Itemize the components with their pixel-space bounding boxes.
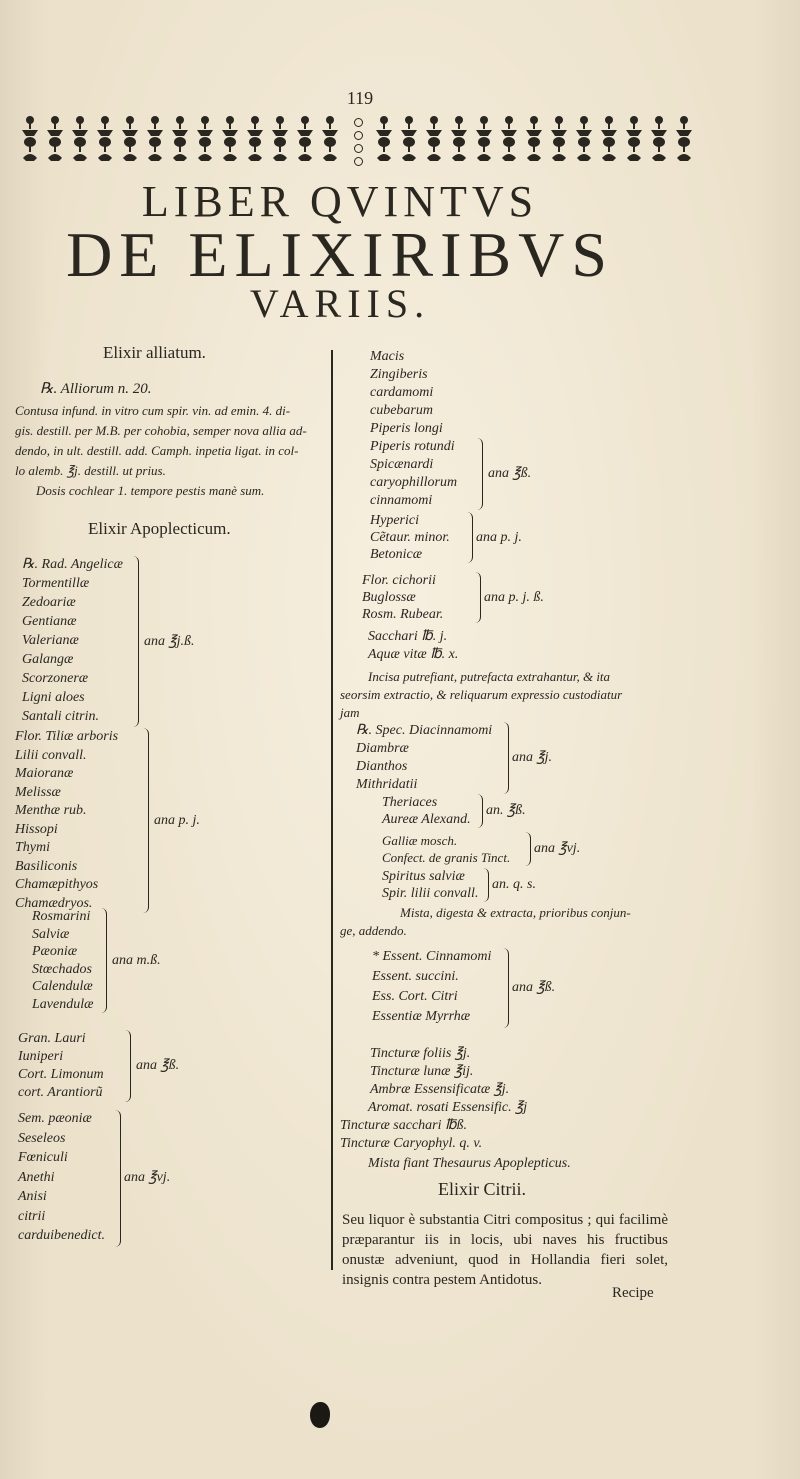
ingredient-line: Salviæ — [32, 926, 70, 942]
ingredient-line: Macis — [370, 349, 405, 364]
fleuron-ornament — [268, 114, 292, 162]
ana-quantity: ana ℥vj. — [534, 841, 581, 856]
ana-quantity: an. ℥ß. — [486, 803, 526, 818]
recipe-line: lo alemb. ℥j. destill. ut prius. — [15, 463, 166, 478]
ingredient-line: cinnamomi — [370, 493, 433, 508]
ingredient-line: Tincturæ foliis ℥j. — [370, 1046, 471, 1061]
ingredient-line: Calendulæ — [32, 979, 93, 994]
fleuron-ornament — [547, 114, 571, 162]
ingredient-line: Tincturæ lunæ ℥ij. — [370, 1064, 474, 1079]
ingredient-line: Gentianæ — [22, 614, 77, 629]
fleuron-ornament — [318, 114, 342, 162]
fleuron-ornament — [243, 114, 267, 162]
ingredient-line: Flor. Tiliæ arboris — [15, 729, 119, 744]
fleuron-ornament — [43, 114, 67, 162]
ingredient-line: Spiritus salviæ — [382, 869, 465, 884]
ingredient-line: cardamomi — [370, 385, 434, 400]
ingredient-line: caryophillorum — [370, 475, 458, 490]
ana-quantity: ana ℥vj. — [124, 1170, 171, 1186]
ana-quantity: ana ℥ß. — [488, 466, 532, 481]
instruction-line: Mista fiant Thesaurus Apoplepticus. — [368, 1156, 571, 1171]
ingredient-line: Essent. succini. — [372, 969, 459, 984]
ingredient-line: Rosmarini — [32, 909, 91, 924]
title-line-2: DE ELIXIRIBVS — [66, 219, 614, 290]
ingredient-line: Rosm. Rubear. — [362, 607, 444, 622]
ingredient-line: Basiliconis — [15, 858, 78, 874]
ingredient-line: Thymi — [15, 840, 50, 855]
ana-quantity: ana ℥j. — [512, 750, 552, 765]
ingredient-line: Spicænardi — [370, 457, 434, 472]
instruction-line: Incisa putrefiant, putrefacta extrahantur, & ita — [368, 669, 611, 684]
ingredient-line: Anethi — [18, 1169, 55, 1185]
ingredient-line: Aureæ Alexand. — [382, 812, 471, 827]
ingredient-line: Ess. Cort. Citri — [372, 989, 458, 1004]
ingredient-line: Betonicæ — [370, 547, 423, 562]
ingredient-line: Chamædryos. — [15, 895, 93, 911]
ingredient-line: Cẽtaur. minor. — [370, 530, 450, 545]
ingredient-line: cort. Arantiorũ — [18, 1085, 103, 1100]
ingredient-line: Seseleos — [18, 1130, 66, 1146]
fleuron-ornament — [168, 114, 192, 162]
curly-brace — [110, 1110, 121, 1247]
recipe-line: gis. destill. per M.B. per cohobia, semper nova allia ad- — [15, 423, 307, 438]
fleuron-ornament — [18, 114, 42, 162]
instruction-line: seorsim extractio, & reliquarum expressio custodiatur — [340, 687, 623, 702]
ingredient-line: Melissæ — [15, 784, 61, 800]
ingredient-line: Aromat. rosati Essensific. ℥j — [368, 1100, 528, 1115]
recipe-line: ℞. Alliorum n. 20. — [40, 381, 152, 397]
heading-elixir-alliatum: Elixir alliatum. — [103, 343, 206, 362]
ingredient-line: Piperis longi — [370, 421, 443, 436]
ingredient-line: ℞. Rad. Angelicæ — [22, 557, 123, 572]
fleuron-ornament — [622, 114, 646, 162]
ingredient-line: cubebarum — [370, 403, 433, 418]
recipe-line: dendo, in ult. destill. add. Camph. inpetia ligat. in col- — [15, 443, 299, 458]
ingredient-line: citrii — [18, 1208, 46, 1224]
fleuron-ornament — [93, 114, 117, 162]
ingredient-line: Santali citrin. — [22, 709, 99, 724]
curly-brace — [472, 794, 483, 828]
ingredient-line: Lavendulæ — [32, 996, 94, 1012]
fleuron-ornament — [422, 114, 446, 162]
ingredient-line: Stœchados — [32, 961, 92, 977]
ana-quantity: ana p. j. — [154, 812, 200, 828]
ingredient-line: Cort. Limonum — [18, 1067, 104, 1082]
ingredient-line: Tincturæ Caryophyl. q. v. — [340, 1136, 483, 1151]
column-divider — [331, 350, 333, 1270]
catchword: Recipe — [612, 1285, 654, 1301]
ana-quantity: ana ℥ß. — [136, 1058, 180, 1073]
ingredient-line: Pæoniæ — [32, 944, 78, 959]
ana-quantity: ana p. j. — [476, 529, 522, 545]
curly-brace — [470, 572, 481, 623]
ana-quantity: ana p. j. ß. — [484, 589, 544, 605]
instruction-line: ge, addendo. — [340, 923, 407, 938]
ingredient-line: Galliæ mosch. — [382, 833, 458, 848]
ingredient-line: Essentiæ Myrrhæ — [372, 1009, 471, 1024]
ingredient-line: Iuniperi — [18, 1049, 64, 1064]
fleuron-ornament — [143, 114, 167, 162]
ingredient-line: Ligni aloes — [22, 690, 85, 705]
ingredient-line: Piperis rotundi — [370, 439, 455, 454]
ingredient-line: Ambræ Essensificatæ ℥j. — [370, 1082, 510, 1097]
ingredient-line: carduibenedict. — [18, 1228, 105, 1243]
ingredient-line: Hyperici — [370, 513, 419, 528]
curly-brace — [120, 1030, 131, 1102]
ingredient-line: * Essent. Cinnamomi — [372, 949, 492, 964]
ingredient-line: Fœniculi — [18, 1150, 68, 1165]
ornament-band-right — [372, 112, 697, 162]
fleuron-ornament — [218, 114, 242, 162]
curly-brace — [138, 728, 149, 913]
ingredient-line: ℞. Spec. Diacinnamomi — [356, 723, 493, 738]
ingredient-line: Anisi — [18, 1189, 47, 1204]
fleuron-ornament — [372, 114, 396, 162]
ingredient-line: Zingiberis — [370, 367, 428, 382]
heading-elixir-citrii: Elixir Citrii. — [438, 1179, 526, 1199]
fleuron-ornament — [447, 114, 471, 162]
ingredient-line: Zedoariæ — [22, 595, 76, 610]
ingredient-line: Chamæpithyos — [15, 877, 99, 892]
fleuron-ornament — [672, 114, 696, 162]
fleuron-ornament — [118, 114, 142, 162]
ingredient-line: Mithridatii — [356, 777, 418, 792]
ingredient-line: Lilii convall. — [15, 747, 87, 763]
fleuron-ornament — [522, 114, 546, 162]
fleuron-ornament — [193, 114, 217, 162]
title-line-1: LIBER QVINTVS — [141, 177, 539, 226]
heading-elixir-apoplecticum: Elixir Apoplecticum. — [88, 519, 231, 538]
ingredient-line: Diambræ — [356, 741, 409, 756]
ingredient-line: Gran. Lauri — [18, 1031, 86, 1046]
fleuron-ornament — [597, 114, 621, 162]
ingredient-line: Galangæ — [22, 652, 74, 667]
curly-brace — [462, 512, 473, 563]
ingredient-line: Dianthos — [356, 759, 408, 774]
ingredient-line: Sacchari ℔. j. — [368, 629, 448, 644]
ingredient-line: Valerianæ — [22, 633, 79, 648]
paragraph-citrii: Seu liquor è substantia Citri compositus ; qui facilimè præparantur iis in locis, ubi naves his fructibus onustæ adveniunt, quod in Hollandia fieri solet, insignis contra pestem Antidotus. — [342, 1212, 668, 1288]
ingredient-line: Sem. pæoniæ — [18, 1111, 92, 1126]
ana-quantity: an. q. s. — [492, 877, 536, 892]
title-line-3: VARIIS. — [249, 281, 431, 326]
ana-quantity: ana m.ß. — [112, 952, 161, 968]
curly-brace — [520, 832, 531, 866]
fleuron-ornament — [472, 114, 496, 162]
ingredient-line: Confect. de granis Tinct. — [382, 850, 511, 865]
recipe-line: Dosis cochlear 1. tempore pestis manè sum. — [36, 483, 265, 498]
fleuron-ornament — [497, 114, 521, 162]
ingredient-line: Spir. lilii convall. — [382, 886, 479, 901]
curly-brace — [498, 722, 509, 794]
ingredient-line: Flor. cichorii — [362, 573, 436, 588]
ingredient-line: Aquæ vitæ ℔. x. — [368, 647, 459, 662]
curly-brace — [128, 556, 139, 727]
instruction-line: Mista, digesta & extracta, prioribus conjun- — [400, 905, 631, 920]
ink-blot — [310, 1402, 330, 1428]
curly-brace — [498, 948, 509, 1028]
fleuron-ornament — [572, 114, 596, 162]
curly-brace — [472, 438, 483, 510]
ingredient-line: Scorzoneræ — [22, 671, 89, 686]
ingredient-line: Maioranæ — [15, 766, 74, 781]
ingredient-line: Buglossæ — [362, 590, 416, 605]
ingredient-line: Theriaces — [382, 795, 438, 810]
ingredient-line: Menthæ rub. — [15, 803, 87, 818]
fleuron-ornament — [647, 114, 671, 162]
curly-brace — [478, 868, 489, 902]
curly-brace — [96, 908, 107, 1013]
fleuron-ornament — [397, 114, 421, 162]
ornament-band-left — [18, 112, 343, 162]
ana-quantity: ana ℥ß. — [512, 980, 556, 995]
ingredient-line: Tincturæ sacchari ℔ß. — [340, 1118, 467, 1133]
fleuron-ornament — [293, 114, 317, 162]
ingredient-line: Hissopi — [15, 821, 58, 837]
ornament-dots — [350, 116, 366, 168]
recipe-line: Contusa infund. in vitro cum spir. vin. ad emin. 4. di- — [15, 403, 291, 418]
page-number: 119 — [346, 88, 374, 108]
ingredient-line: Tormentillæ — [22, 576, 90, 591]
instruction-line: jam — [340, 705, 360, 720]
fleuron-ornament — [68, 114, 92, 162]
ana-quantity: ana ℥j.ß. — [144, 633, 195, 649]
